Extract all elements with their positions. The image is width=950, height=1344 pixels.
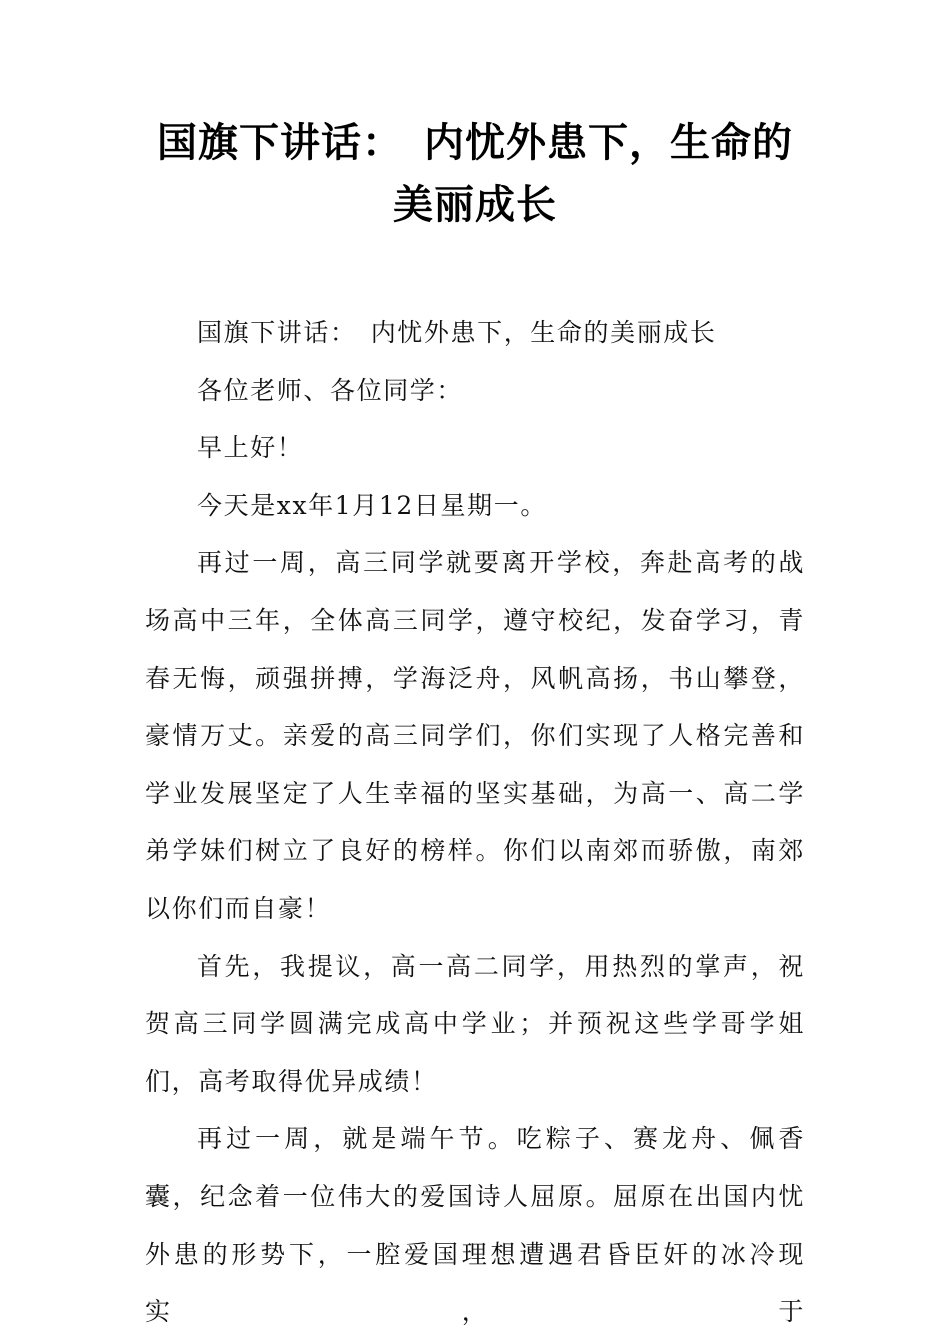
document-body bbox=[145, 304, 805, 1341]
paragraph-date: 今天是xx年1月12日星期一。 bbox=[197, 490, 547, 520]
paragraph-salutation: 各位老师、各位同学： bbox=[197, 375, 464, 405]
paragraph-congratulations: 首先，我提议，高一高二同学，用热烈的掌声，祝贺高三同学圆满完成高中学业；并预祝这些学哥学姐们，高考取得优异成绩！ bbox=[145, 951, 805, 1096]
paragraph-greeting: 早上好！ bbox=[197, 433, 304, 463]
paragraph-dragon-boat: 再过一周，就是端午节。吃粽子、赛龙舟、佩香囊，纪念着一位伟大的爱国诗人屈原。屈原在出国内忧外患的形势下，一腔爱国理想遭遇君昏臣奸的冰冷现实，于 bbox=[145, 1124, 805, 1327]
paragraph-senior-farewell: 再过一周，高三同学就要离开学校，奔赴高考的战场高中三年，全体高三同学，遵守校纪，发奋学习，青春无悔，顽强拼搏，学海泛舟，风帆高扬，书山攀登，豪情万丈。亲爱的高三同学们，你们实现了人格完善和学业发展坚定了人生幸福的坚实基础，为高一、高二学弟学妹们树立了良好的榜样。你们以南郊而骄傲，南郊以你们而自豪！ bbox=[145, 548, 805, 923]
paragraph-subtitle: 国旗下讲话： 内忧外患下，生命的美丽成长 bbox=[197, 318, 717, 347]
document-title: 国旗下讲话： 内忧外患下，生命的美丽成长 bbox=[157, 120, 793, 228]
